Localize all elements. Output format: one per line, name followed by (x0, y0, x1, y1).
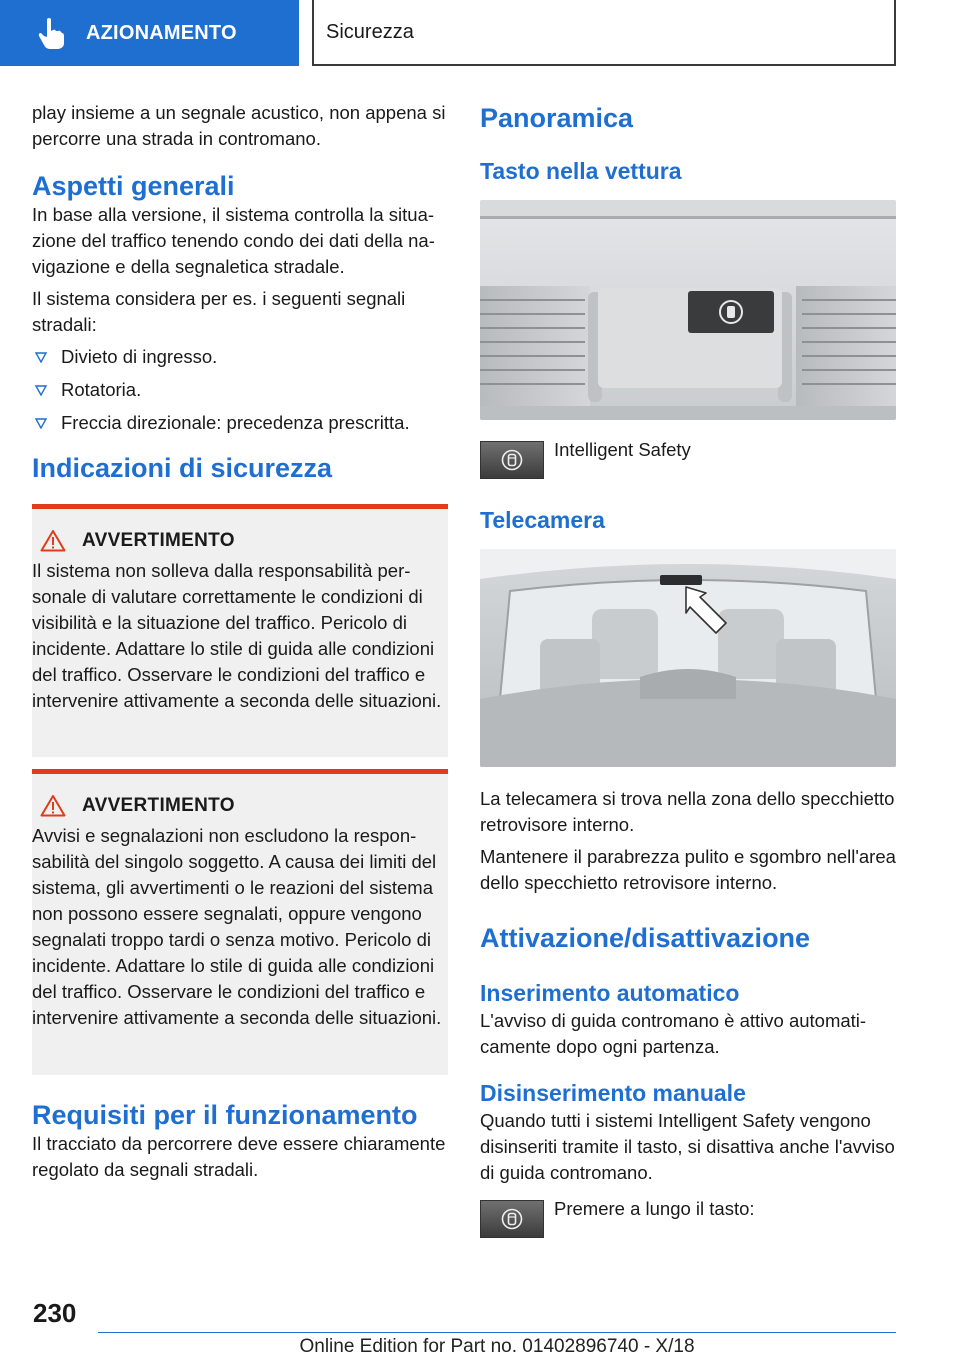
footer-divider (98, 1332, 896, 1333)
right-column (480, 100, 896, 1238)
warning-box-1 (32, 504, 448, 757)
aspetti-paragraph-2: Il sistema considera per es. i seguenti segnali stradali: (32, 288, 406, 335)
list-item-text: Divieto di ingresso. (61, 346, 218, 367)
hand-pointer-icon (36, 16, 66, 50)
telecamera-heading: Telecamera (480, 507, 605, 533)
manual-heading: Disinserimento manuale (480, 1080, 746, 1106)
indicazioni-heading: Indicazioni di sicurezza (32, 453, 333, 483)
button-caption-row (480, 441, 896, 479)
warning-title: AVVERTIMENTO (82, 794, 235, 816)
triangle-bullet-icon (35, 352, 47, 363)
warning-triangle-icon (40, 794, 66, 817)
attivazione-heading: Attivazione/disattivazione (480, 923, 811, 953)
section-tab (0, 0, 299, 66)
tasto-heading: Tasto nella vettura (480, 158, 682, 184)
section-title: AZIONAMENTO (86, 21, 237, 44)
auto-heading: Inserimento automatico (480, 980, 740, 1006)
list-item-text: Freccia direzionale: precedenza prescritta. (61, 412, 410, 433)
safety-symbol-icon (501, 449, 523, 471)
intelligent-safety-button-icon (480, 441, 544, 479)
camera-photo (480, 549, 896, 767)
list-item-text: Rotatoria. (61, 379, 142, 400)
warning-header (32, 529, 444, 552)
requisiti-paragraph: Il tracciato da percorrere deve essere chiaramente regolato da segnali stradali. (32, 1133, 446, 1180)
dashboard-button-photo (480, 200, 896, 420)
press-caption: Premere a lungo il tasto: (554, 1198, 755, 1219)
list-item (32, 344, 448, 370)
auto-paragraph: L'avviso di guida contromano è attivo automaticamente dopo ogni partenza. (480, 1010, 867, 1057)
chapter-title: Sicurezza (326, 20, 414, 43)
panoramica-heading: Panoramica (480, 103, 634, 133)
left-column (32, 100, 448, 1189)
safety-symbol-icon (501, 1208, 523, 1230)
manual-paragraph: Quando tutti i sistemi Intelligent Safety vengono disinseriti tramite il tasto, si disattiva anche l'avviso di guida contromano. (480, 1110, 895, 1183)
triangle-bullet-icon (35, 418, 47, 429)
intelligent-safety-button-icon (480, 1200, 544, 1238)
telecamera-paragraph-2: Mantenere il parabrezza pulito e sgombro nell'area dello specchietto retrovisore interno. (480, 846, 896, 893)
aspetti-heading: Aspetti generali (32, 171, 235, 201)
warning-title: AVVERTIMENTO (82, 529, 235, 551)
requisiti-heading: Requisiti per il funzionamento (32, 1100, 418, 1130)
warning-text: Il sistema non solleva dalla responsabilità personale di valutare correttamente le condizioni di visibilità e la situazione del traffico. Pericolo di incidente. Adattare lo stile di guida alle condizioni del traffico. Osservare le condizioni del traffico e intervenire attivamente a seconda delle situazioni. (32, 560, 442, 711)
warning-header (32, 794, 444, 817)
press-caption-row (480, 1200, 896, 1238)
signals-list (32, 344, 448, 436)
warning-box-2 (32, 769, 448, 1075)
intro-paragraph: play insieme a un segnale acustico, non appena si percorre una strada in contromano. (32, 102, 446, 149)
button-caption: Intelligent Safety (554, 439, 691, 460)
warning-triangle-icon (40, 529, 66, 552)
chapter-box (312, 0, 896, 66)
footer-edition: Online Edition for Part no. 01402896740 - X/18 (299, 1336, 695, 1357)
list-item (32, 377, 448, 403)
triangle-bullet-icon (35, 385, 47, 396)
telecamera-paragraph-1: La telecamera si trova nella zona dello specchietto retrovisore interno. (480, 788, 895, 835)
list-item (32, 410, 448, 436)
aspetti-paragraph-1: In base alla versione, il sistema controlla la situazione del traffico tenendo condo dei dati della navigazione e della segnaletica stradale. (32, 204, 435, 277)
page-number: 230 (33, 1298, 77, 1328)
warning-text: Avvisi e segnalazioni non escludono la responsabilità del singolo soggetto. A causa dei limiti del sistema, gli avvertimenti o le reazioni del sistema non possono essere segnalati, oppure vengono segnalati troppo tardi o senza motivo. Pericolo di incidente. Adattare lo stile di guida alle condizioni del traffico. Osservare le condizioni del traffico e intervenire attivamente a seconda delle situazioni. (32, 825, 442, 1028)
